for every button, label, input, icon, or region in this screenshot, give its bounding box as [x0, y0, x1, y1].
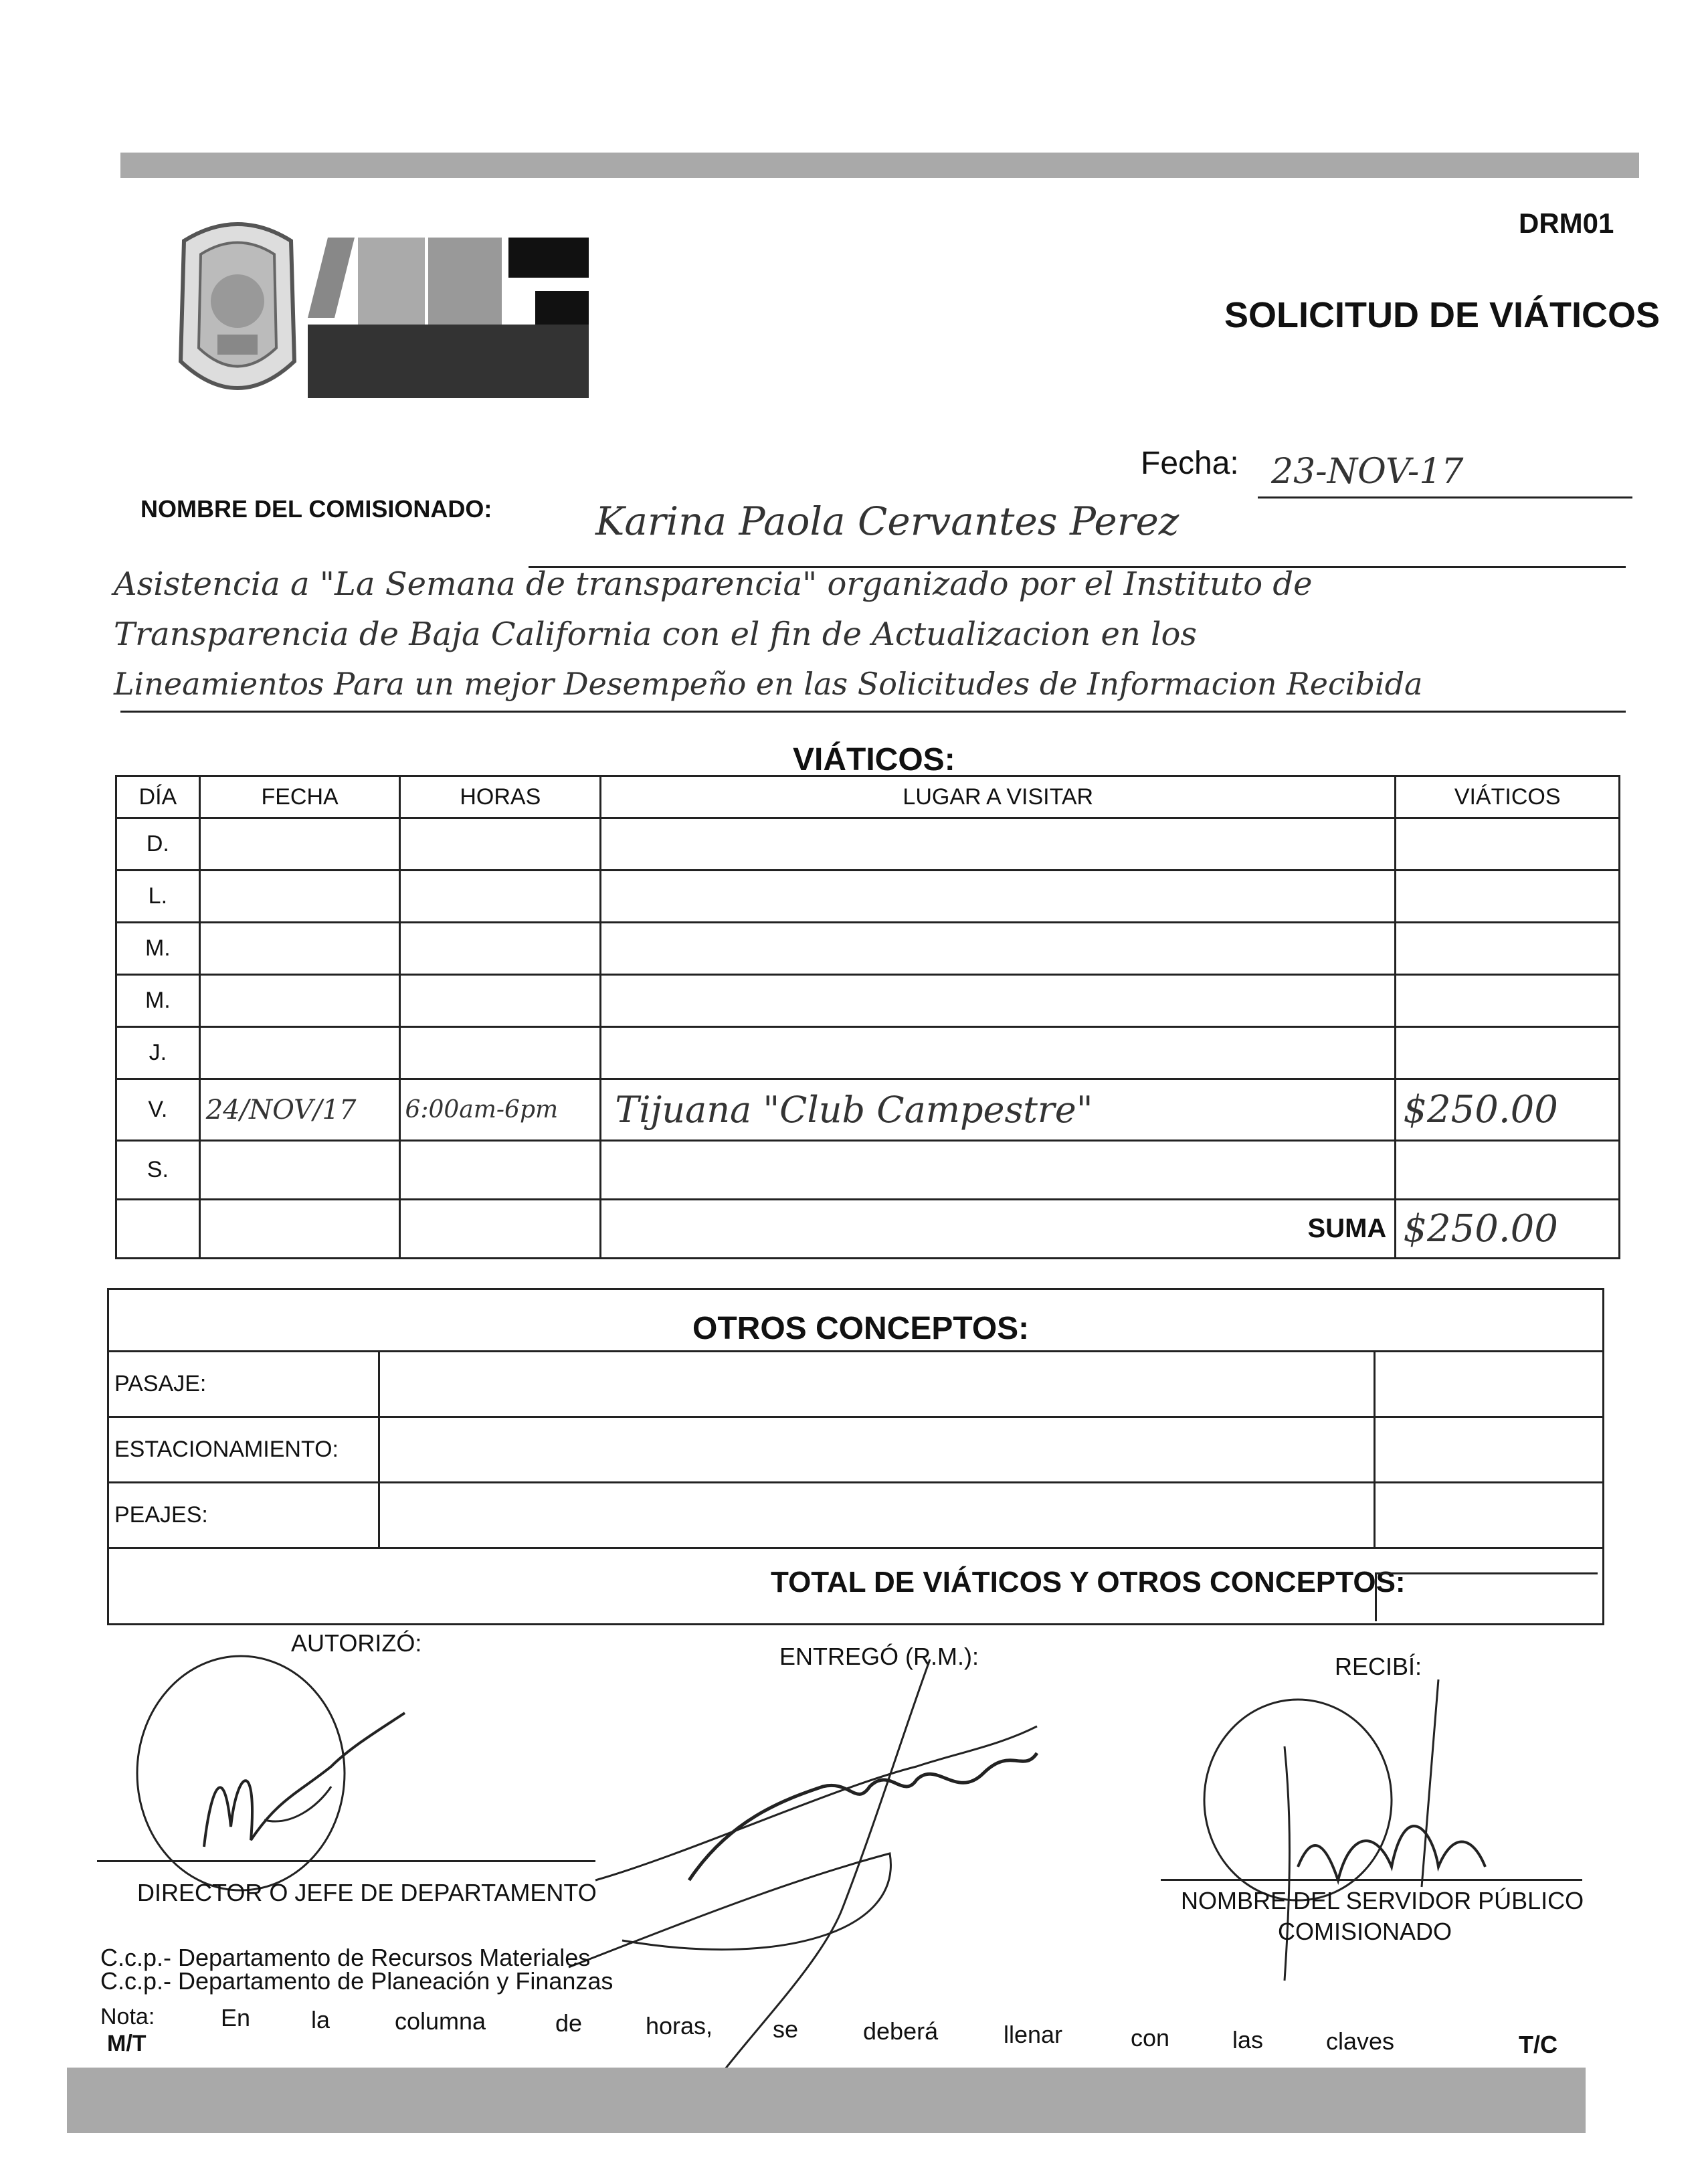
row-lugar: Tijuana "Club Campestre" [601, 1079, 1396, 1141]
pasaje-amount [1374, 1352, 1603, 1417]
servidor-caption-1: NOMBRE DEL SERVIDOR PÚBLICO [1181, 1887, 1584, 1914]
row-fecha [199, 1200, 400, 1259]
nota-word: columna [395, 2007, 486, 2035]
nota-mt: M/T [107, 2031, 147, 2056]
table-row [116, 871, 1620, 923]
peajes-value [379, 1483, 1374, 1548]
row-dia: D. [116, 818, 200, 871]
table-row [108, 1417, 1604, 1483]
row-fecha [199, 975, 400, 1027]
nota-word: con [1131, 2024, 1170, 2052]
estacionamiento-label: ESTACIONAMIENTO: [108, 1417, 379, 1483]
state-seal-logo [171, 214, 304, 408]
viaticos-title: VIÁTICOS: [793, 742, 955, 778]
row-fecha [199, 923, 400, 975]
table-row [116, 818, 1620, 871]
table-row [116, 975, 1620, 1027]
row-lugar [601, 818, 1396, 871]
row-dia: L. [116, 871, 200, 923]
table-row [116, 923, 1620, 975]
row-lugar [601, 923, 1396, 975]
nota-label: Nota: [100, 2004, 155, 2029]
peajes-amount [1374, 1483, 1603, 1548]
table-row [108, 1483, 1604, 1548]
row-dia: J. [116, 1027, 200, 1079]
header-gray-bar [120, 153, 1639, 178]
col-lugar: LUGAR A VISITAR [601, 776, 1396, 818]
nota-word: llenar [1004, 2021, 1063, 2048]
footer-gray-bar [67, 2068, 1586, 2133]
row-dia: V. [116, 1079, 200, 1141]
row-fecha [199, 818, 400, 871]
row-horas: 6:00am-6pm [400, 1079, 601, 1141]
purpose-line-2: Transparencia de Baja California con el fin de Actualizacion en los [114, 616, 1197, 653]
nota-word: claves [1326, 2027, 1395, 2055]
row-horas [400, 1141, 601, 1200]
ccp-line-2: C.c.p.- Departamento de Planeación y Finanzas [100, 1967, 613, 1995]
nota-word: de [555, 2009, 583, 2037]
estacionamiento-amount [1374, 1417, 1603, 1483]
nota-word: se [773, 2015, 799, 2043]
row-dia: M. [116, 923, 200, 975]
institution-logo [308, 231, 589, 398]
servidor-signature-line [1161, 1879, 1582, 1881]
recibi-label: RECIBÍ: [1335, 1653, 1422, 1680]
otros-table [107, 1350, 1604, 1549]
autorizo-label: AUTORIZÓ: [291, 1629, 422, 1657]
row-horas [400, 923, 601, 975]
row-fecha: 24/NOV/17 [199, 1079, 400, 1141]
pasaje-value [379, 1352, 1374, 1417]
row-viaticos [1396, 923, 1620, 975]
row-dia: M. [116, 975, 200, 1027]
row-viaticos [1396, 871, 1620, 923]
purpose-line-1: Asistencia a "La Semana de transparencia" organizado por el Instituto de [114, 565, 1313, 603]
row-horas [400, 975, 601, 1027]
row-dia [116, 1200, 200, 1259]
table-row [116, 1141, 1620, 1200]
director-signature-line [97, 1860, 595, 1862]
nota-word: horas, [646, 2012, 713, 2039]
ccp-line-1: C.c.p.- Departamento de Recursos Materiales [100, 1944, 591, 1971]
sum-label-cell [601, 1200, 1396, 1259]
col-horas: HORAS [400, 776, 601, 818]
otros-conceptos-title: OTROS CONCEPTOS: [692, 1311, 1030, 1346]
table-row [116, 1027, 1620, 1079]
nota-tc: T/C [1519, 2031, 1557, 2058]
row-fecha [199, 1027, 400, 1079]
row-lugar [601, 975, 1396, 1027]
date-value: 23-NOV-17 [1271, 452, 1464, 492]
table-row [116, 1079, 1620, 1141]
commissioner-label: NOMBRE DEL COMISIONADO: [140, 495, 492, 523]
row-horas [400, 1027, 601, 1079]
nota-word: las [1232, 2026, 1264, 2054]
estacionamiento-value [379, 1417, 1374, 1483]
purpose-line-3: Lineamientos Para un mejor Desempeño en las Solicitudes de Informacion Recibida [114, 666, 1423, 702]
row-fecha [199, 871, 400, 923]
row-fecha [199, 1141, 400, 1200]
row-horas [400, 818, 601, 871]
total-value-box [1375, 1572, 1598, 1621]
row-viaticos: $250.00 [1396, 1079, 1620, 1141]
table-row [116, 1200, 1620, 1259]
row-viaticos [1396, 1141, 1620, 1200]
row-horas [400, 1200, 601, 1259]
viaticos-table [115, 775, 1620, 1259]
table-row [108, 1352, 1604, 1417]
director-caption: DIRECTOR O JEFE DE DEPARTAMENTO [137, 1879, 597, 1906]
date-underline [1258, 496, 1632, 498]
row-viaticos [1396, 1027, 1620, 1079]
row-viaticos [1396, 818, 1620, 871]
form-code: DRM01 [1519, 207, 1614, 239]
form-title: SOLICITUD DE VIÁTICOS [1224, 295, 1661, 335]
viaticos-header-row [116, 776, 1620, 818]
pasaje-label: PASAJE: [108, 1352, 379, 1417]
peajes-label: PEAJES: [108, 1483, 379, 1548]
entrego-label: ENTREGÓ (R.M.): [779, 1643, 979, 1670]
sum-value: $250.00 [1396, 1200, 1620, 1259]
row-horas [400, 871, 601, 923]
servidor-caption-2: COMISIONADO [1278, 1918, 1452, 1945]
col-dia: DÍA [116, 776, 200, 818]
row-lugar [601, 1027, 1396, 1079]
nota-word: la [311, 2006, 330, 2033]
nota-word: En [221, 2004, 251, 2031]
sum-label: SUMA [1307, 1214, 1387, 1243]
col-fecha: FECHA [199, 776, 400, 818]
col-viaticos: VIÁTICOS [1396, 776, 1620, 818]
row-lugar [601, 871, 1396, 923]
total-label: TOTAL DE VIÁTICOS Y OTROS CONCEPTOS: [771, 1566, 1406, 1599]
purpose-underline [120, 711, 1626, 713]
row-dia: S. [116, 1141, 200, 1200]
date-label: Fecha: [1141, 446, 1239, 481]
row-viaticos [1396, 975, 1620, 1027]
signature-autorizo [130, 1653, 425, 1894]
nota-word: deberá [863, 2017, 939, 2045]
row-lugar [601, 1141, 1396, 1200]
commissioner-name: Karina Paola Cervantes Perez [595, 498, 1179, 544]
